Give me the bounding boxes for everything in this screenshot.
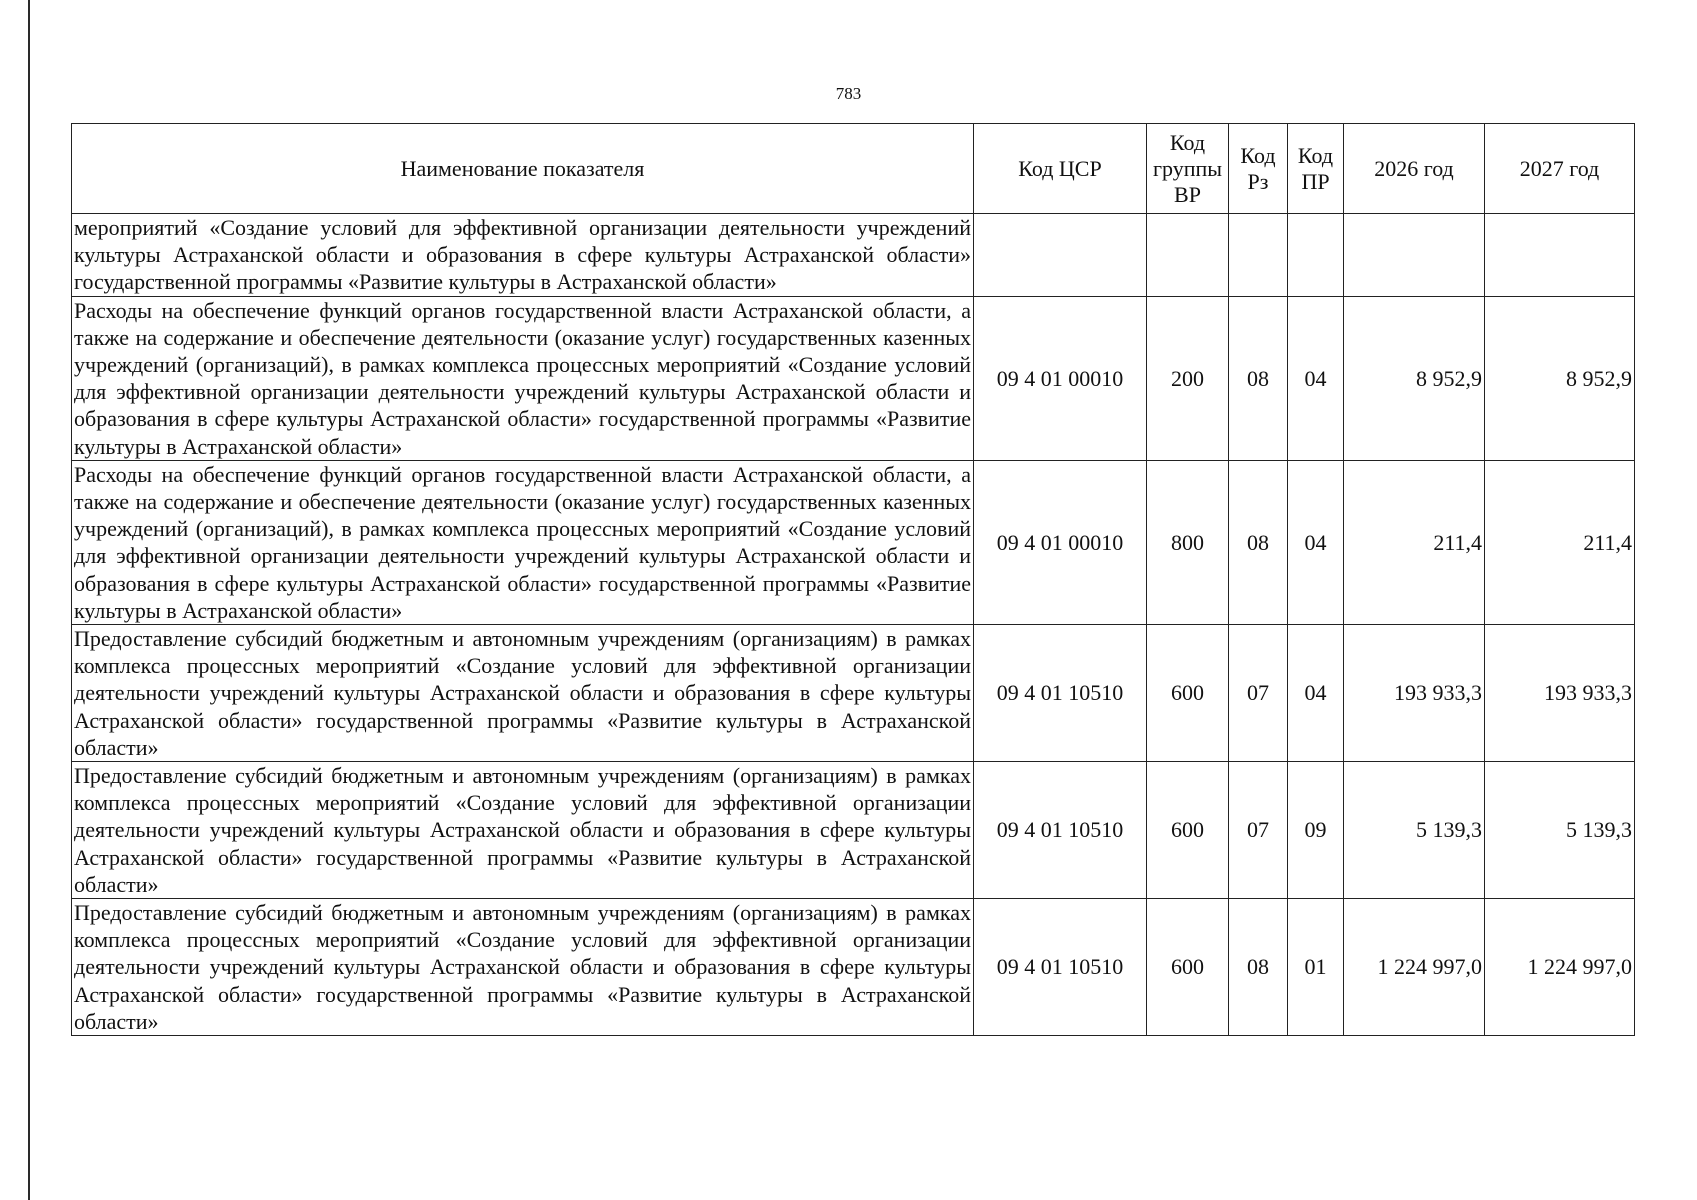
page-number: 783 xyxy=(835,84,862,103)
cell-rz: 07 xyxy=(1229,625,1288,762)
table-row xyxy=(72,899,1635,1036)
cell-name: мероприятий «Создание условий для эффективной организации деятельности учреждений культуры Астраханской области и образования в сфере культуры Астраханской области» государственной программы «Развитие культуры в Астраханской области» xyxy=(72,214,974,297)
cell-vr xyxy=(1147,214,1229,297)
cell-2027: 193 933,3 xyxy=(1485,625,1635,762)
cell-2027: 8 952,9 xyxy=(1485,296,1635,460)
header-year-2027: 2027 год xyxy=(1485,124,1635,214)
cell-2027 xyxy=(1485,214,1635,297)
cell-pr: 04 xyxy=(1288,296,1344,460)
header-pr: Код ПР xyxy=(1288,124,1344,214)
cell-name: Расходы на обеспечение функций органов государственной власти Астраханской области, а также на содержание и обеспечение деятельности (оказание услуг) государственных казенных учреждений (организаций), в рамках комплекса процессных мероприятий «Создание условий для эффективной организации деятельности учреждений культуры Астраханской области и образования в сфере культуры Астраханской области» государственной программы «Развитие культуры в Астраханской области» xyxy=(72,296,974,460)
cell-name: Предоставление субсидий бюджетным и автономным учреждениям (организациям) в рамках комплекса процессных мероприятий «Создание условий для эффективной организации деятельности учреждений культуры Астраханской области и образования в сфере культуры Астраханской области» государственной программы «Развитие культуры в Астраханской области» xyxy=(72,899,974,1036)
cell-rz: 08 xyxy=(1229,899,1288,1036)
cell-2026: 8 952,9 xyxy=(1344,296,1485,460)
table-row xyxy=(72,460,1635,624)
cell-rz: 07 xyxy=(1229,762,1288,899)
header-vr: Код группы ВР xyxy=(1147,124,1229,214)
cell-vr: 200 xyxy=(1147,296,1229,460)
header-year-2026: 2026 год xyxy=(1344,124,1485,214)
header-name: Наименование показателя xyxy=(72,124,974,214)
cell-pr: 04 xyxy=(1288,625,1344,762)
table-row xyxy=(72,762,1635,899)
cell-pr: 09 xyxy=(1288,762,1344,899)
cell-2026: 5 139,3 xyxy=(1344,762,1485,899)
table-row xyxy=(72,296,1635,460)
table-body xyxy=(72,214,1635,1036)
cell-2026: 193 933,3 xyxy=(1344,625,1485,762)
cell-csr: 09 4 01 00010 xyxy=(974,296,1147,460)
header-csr: Код ЦСР xyxy=(974,124,1147,214)
cell-2026: 211,4 xyxy=(1344,460,1485,624)
scan-edge-line xyxy=(28,0,30,1200)
cell-2027: 211,4 xyxy=(1485,460,1635,624)
cell-vr: 600 xyxy=(1147,899,1229,1036)
cell-name: Предоставление субсидий бюджетным и автономным учреждениям (организациям) в рамках комплекса процессных мероприятий «Создание условий для эффективной организации деятельности учреждений культуры Астраханской области и образования в сфере культуры Астраханской области» государственной программы «Развитие культуры в Астраханской области» xyxy=(72,762,974,899)
cell-2027: 1 224 997,0 xyxy=(1485,899,1635,1036)
table-row xyxy=(72,214,1635,297)
cell-csr: 09 4 01 10510 xyxy=(974,762,1147,899)
cell-vr: 600 xyxy=(1147,625,1229,762)
cell-vr: 600 xyxy=(1147,762,1229,899)
cell-rz: 08 xyxy=(1229,460,1288,624)
cell-2026: 1 224 997,0 xyxy=(1344,899,1485,1036)
cell-csr: 09 4 01 10510 xyxy=(974,625,1147,762)
table-row xyxy=(72,625,1635,762)
cell-csr xyxy=(974,214,1147,297)
table-header xyxy=(72,124,1635,214)
cell-csr: 09 4 01 10510 xyxy=(974,899,1147,1036)
header-rz: Код Рз xyxy=(1229,124,1288,214)
cell-rz: 08 xyxy=(1229,296,1288,460)
cell-pr xyxy=(1288,214,1344,297)
header-row xyxy=(72,124,1635,214)
cell-csr: 09 4 01 00010 xyxy=(974,460,1147,624)
cell-2027: 5 139,3 xyxy=(1485,762,1635,899)
cell-rz xyxy=(1229,214,1288,297)
cell-pr: 04 xyxy=(1288,460,1344,624)
cell-2026 xyxy=(1344,214,1485,297)
cell-name: Предоставление субсидий бюджетным и автономным учреждениям (организациям) в рамках комплекса процессных мероприятий «Создание условий для эффективной организации деятельности учреждений культуры Астраханской области и образования в сфере культуры Астраханской области» государственной программы «Развитие культуры в Астраханской области» xyxy=(72,625,974,762)
cell-name: Расходы на обеспечение функций органов государственной власти Астраханской области, а также на содержание и обеспечение деятельности (оказание услуг) государственных казенных учреждений (организаций), в рамках комплекса процессных мероприятий «Создание условий для эффективной организации деятельности учреждений культуры Астраханской области и образования в сфере культуры Астраханской области» государственной программы «Развитие культуры в Астраханской области» xyxy=(72,460,974,624)
budget-table xyxy=(71,123,1635,1036)
cell-pr: 01 xyxy=(1288,899,1344,1036)
cell-vr: 800 xyxy=(1147,460,1229,624)
